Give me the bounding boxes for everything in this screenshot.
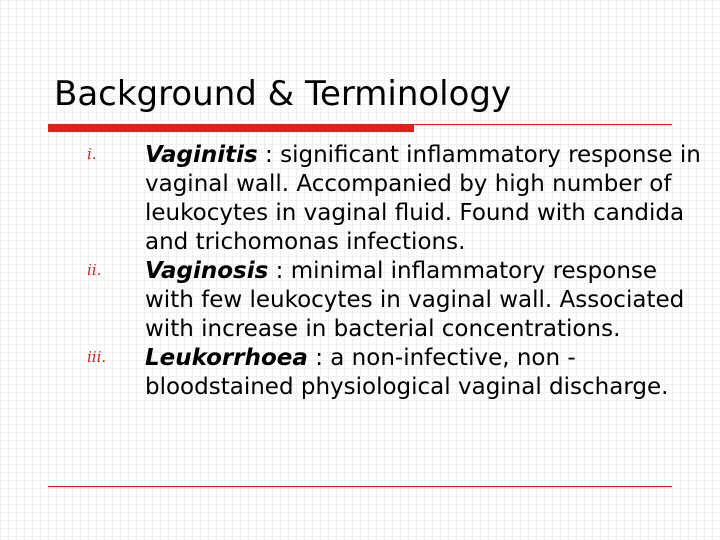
list-marker: iii. — [87, 348, 107, 366]
term-definition: : a non-infective, non -bloodstained physiological vaginal discharge. — [145, 345, 669, 400]
term-list — [87, 141, 705, 402]
list-item-leukorrhoea — [87, 344, 705, 402]
term-label: Leukorrhoea — [145, 345, 308, 371]
slide-title: Background & Terminology — [54, 74, 512, 114]
term-definition: : significant inflammatory response in vaginal wall. Accompanied by high number of leukocytes in vaginal fluid. Found with candida and trichomonas infections. — [145, 142, 701, 255]
term-label: Vaginitis — [145, 142, 258, 168]
term-label: Vaginosis — [145, 258, 269, 284]
list-item-vaginosis — [87, 257, 705, 344]
list-marker: ii. — [87, 261, 102, 279]
title-accent-bar — [48, 124, 414, 132]
list-marker: i. — [87, 145, 97, 163]
title-rule — [414, 124, 672, 125]
bottom-rule — [48, 486, 672, 487]
list-item-vaginitis — [87, 141, 705, 257]
term-definition: : minimal inflammatory response with few leukocytes in vaginal wall. Associated with increase in bacterial concentrations. — [145, 258, 685, 342]
